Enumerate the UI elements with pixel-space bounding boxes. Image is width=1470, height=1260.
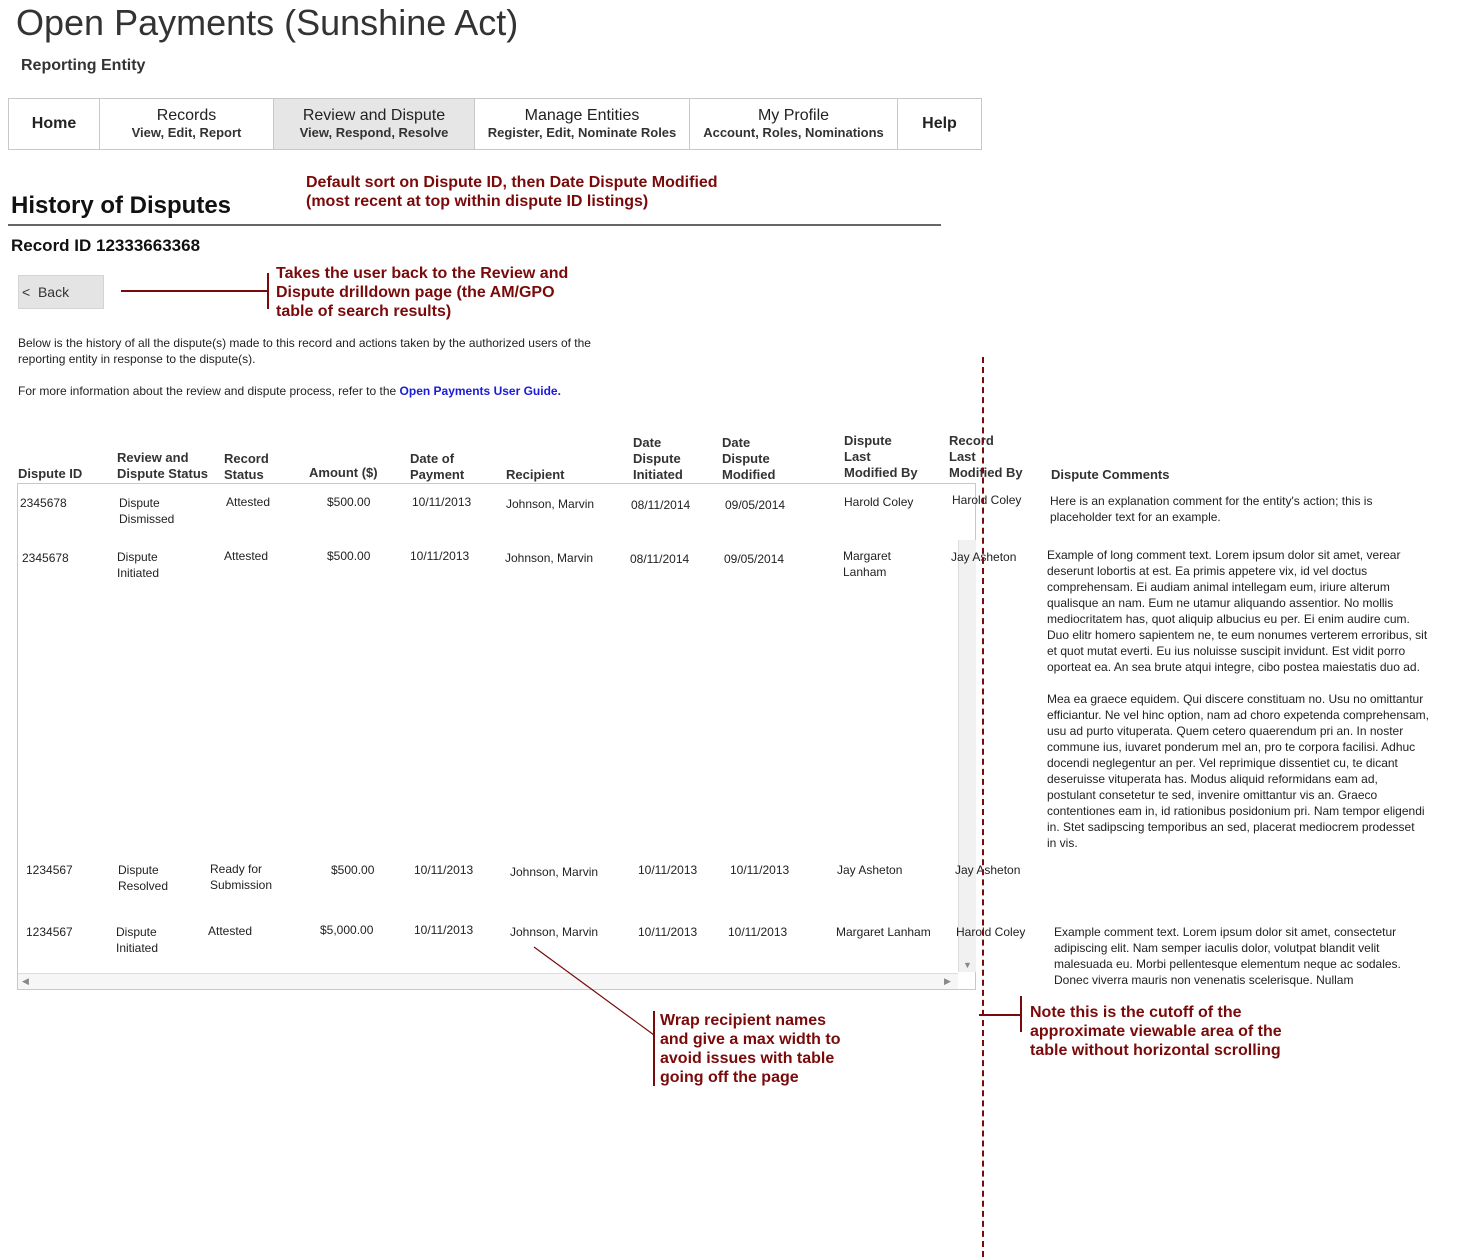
back-annotation-connector [121, 290, 268, 292]
comment-line: qualisque an nam. Eum ne utamur aliquando assentior. No mollis [1047, 596, 1394, 610]
cell-record-status: Attested [208, 924, 253, 938]
guide-text [18, 383, 718, 399]
cutoff-annotation [1030, 1003, 1282, 1060]
col-date-initiated-line-3: Initiated [633, 467, 683, 482]
col-review-status-line-2: Dispute Status [117, 466, 209, 481]
cell-record-status: Attested [224, 549, 269, 563]
nav-home-label: Home [31, 115, 77, 132]
nav-review-dispute-sub: View, Respond, Resolve [299, 125, 449, 140]
col-date-modified[interactable] [722, 435, 775, 483]
nav-manage-entities-sub: Register, Edit, Nominate Roles [487, 125, 677, 140]
back-annotation-line-3: table of search results) [276, 303, 452, 320]
cell-date-payment: 10/11/2013 [410, 549, 470, 563]
cell-amount: $500.00 [327, 495, 371, 509]
comment-line [1047, 675, 1429, 691]
comment-line: docendi neglegentur an per. Vel reprimique dissentiet cu, te dicant [1047, 756, 1398, 770]
viewable-cutoff-line [982, 357, 984, 1257]
cell-status-line-1: Dispute [117, 550, 158, 564]
col-date-payment-line-2: Payment [410, 467, 465, 482]
comment-line: contentiones eam in, id rationibus posidonium pri. Nam tempor eligendi [1047, 804, 1425, 818]
user-guide-link[interactable]: Open Payments User Guide. [399, 384, 561, 398]
cell-date-modified: 10/11/2013 [730, 863, 790, 877]
nav-manage-entities[interactable] [475, 99, 690, 149]
nav-my-profile-label: My Profile [757, 107, 830, 124]
cell-modified-by-line-2: Lanham [843, 565, 887, 579]
wrap-annotation [660, 1011, 840, 1087]
comment-line: deseruisse vituperata has. Modus aliquid reformidans eam ad, [1047, 772, 1378, 786]
col-record-status-line-1: Record [224, 451, 269, 466]
cell-status-line-1: Dispute [119, 496, 160, 510]
cell-recipient: Johnson, Marvin [510, 925, 599, 939]
cell-date-modified: 09/05/2014 [725, 498, 786, 512]
cell-status-line-2: Initiated [116, 941, 159, 955]
col-rlmb-line-1: Record [949, 433, 994, 448]
guide-text-prefix: For more information about the review and dispute process, refer to the [18, 384, 400, 398]
nav-my-profile[interactable] [690, 99, 898, 149]
comment-line: deserunt lobortis at est. Ea primis appetere vix, id vel doctus [1047, 564, 1368, 578]
cell-status-line-2: Initiated [117, 566, 160, 580]
cell-amount: $500.00 [327, 549, 371, 563]
comment-line: Here is an explanation comment for the entity's action; this is [1050, 494, 1373, 508]
cutoff-annotation-line-2: approximate viewable area of the [1030, 1023, 1282, 1040]
col-rlmb-line-2: Last [949, 449, 976, 464]
cell-status-line-2: Dismissed [119, 512, 175, 526]
cell-dispute-modified-by: Harold Coley [844, 495, 914, 509]
comment-line: efficiantur. Ne vel hinc option, nam ad choro expetenda comprehensam, [1047, 708, 1430, 722]
col-date-initiated-line-1: Date [633, 435, 662, 450]
comment-line: comprehensam. Ei audiam animal intellegam eum, iriure alterum [1047, 580, 1390, 594]
col-rlmb-line-3: Modified By [949, 465, 1023, 480]
back-annotation-bracket [267, 273, 269, 309]
comment-line: in. Stet sadipscing temporibus an sed, placerat mediocrem prodesset [1047, 820, 1415, 834]
col-record-status-line-2: Status [224, 467, 264, 482]
wrap-annotation-connector [530, 945, 660, 1045]
cell-record-modified-by: Harold Coley [956, 925, 1026, 939]
nav-review-dispute-label: Review and Dispute [302, 107, 446, 124]
cell-status-line-1: Dispute [118, 863, 159, 877]
comment-line: Duo elitr homero sapientem ne, te eum nonumes verterem erroribus, sit [1047, 628, 1428, 642]
cell-recipient: Johnson, Marvin [505, 551, 594, 565]
nav-records[interactable] [100, 99, 274, 149]
back-button[interactable] [18, 275, 104, 309]
back-annotation [276, 264, 568, 321]
col-dispute-id[interactable]: Dispute ID [18, 466, 83, 481]
cell-status-line-2: Resolved [118, 879, 169, 893]
cell-record-modified-by: Jay Asheton [951, 550, 1017, 564]
col-dispute-last-modified-by[interactable] [844, 433, 918, 481]
history-table [17, 483, 976, 990]
cell-recipient: Johnson, Marvin [506, 497, 595, 511]
comment-line: usu ad purto vituperata. Quem cetero quaerendum pri an. In noster [1047, 724, 1404, 738]
comment-line: in vis. [1047, 836, 1078, 850]
cutoff-annotation-bracket [1020, 996, 1022, 1032]
col-review-status-line-1: Review and [117, 450, 189, 465]
intro-text: Below is the history of all the dispute(s) made to this record and actions taken by the authorized users of the reporting entity in response to the dispute(s). [18, 336, 591, 366]
scroll-right-icon[interactable]: ▶ [944, 976, 951, 986]
vertical-scrollbar[interactable] [958, 540, 976, 972]
cell-dispute-modified-by: Jay Asheton [837, 863, 903, 877]
page-title: History of Disputes [11, 192, 232, 219]
scroll-down-icon[interactable]: ▼ [963, 960, 972, 970]
cell-date-initiated: 10/11/2013 [638, 925, 698, 939]
cell-modified-by-line-1: Margaret [843, 549, 892, 563]
col-date-modified-line-2: Dispute [722, 451, 770, 466]
cell-dispute-id: 1234567 [26, 863, 73, 877]
col-amount[interactable]: Amount ($) [309, 465, 378, 480]
col-date-modified-line-1: Date [722, 435, 751, 450]
wrap-annotation-line-1: Wrap recipient names [660, 1012, 826, 1029]
cell-comment [1047, 547, 1429, 851]
title-divider [8, 224, 941, 226]
app-subtitle: Reporting Entity [21, 57, 146, 74]
cell-amount: $500.00 [331, 863, 375, 877]
wrap-annotation-line-3: avoid issues with table [660, 1050, 835, 1067]
cell-dispute-status [118, 862, 168, 894]
record-id: Record ID 12333663368 [11, 236, 201, 255]
cutoff-annotation-line-1: Note this is the cutoff of the [1030, 1004, 1242, 1021]
nav-manage-entities-label: Manage Entities [524, 107, 640, 124]
col-dispute-comments[interactable]: Dispute Comments [1051, 467, 1170, 482]
cell-dispute-status [119, 495, 174, 527]
app-title: Open Payments (Sunshine Act) [16, 2, 519, 43]
comment-line: Mea ea graece equidem. Qui discere constituam no. Usu no omittantur [1047, 692, 1424, 706]
sort-annotation-line-1: Default sort on Dispute ID, then Date Dispute Modified [306, 174, 718, 191]
back-annotation-line-1: Takes the user back to the Review and [276, 265, 569, 282]
cell-amount: $5,000.00 [320, 923, 374, 937]
nav-help-label: Help [922, 115, 957, 132]
sort-annotation-line-2: (most recent at top within dispute ID listings) [306, 193, 649, 210]
cell-comment [1054, 924, 1401, 988]
comment-line: commune ius, iuvaret ponderum mel an, pro te corpora facilisi. Adhuc [1047, 740, 1416, 754]
cell-record-status-line-2: Submission [210, 878, 273, 892]
comment-line: Donec viverra mauris non venenatis scelerisque. Nullam [1054, 973, 1354, 987]
cell-dispute-modified-by: Margaret Lanham [836, 925, 931, 939]
nav-home[interactable] [9, 99, 100, 149]
cell-date-payment: 10/11/2013 [414, 923, 474, 937]
cell-dispute-id: 2345678 [22, 551, 69, 565]
cell-record-modified-by: Jay Asheton [955, 863, 1021, 877]
cutoff-annotation-connector [979, 1014, 1021, 1016]
cutoff-annotation-line-3: table without horizontal scrolling [1030, 1042, 1281, 1059]
col-recipient[interactable]: Recipient [506, 467, 565, 482]
nav-records-sub: View, Edit, Report [131, 125, 242, 140]
wrap-annotation-bracket [653, 1011, 655, 1086]
col-dlmb-line-1: Dispute [844, 433, 892, 448]
comment-line: Example comment text. Lorem ipsum dolor sit amet, consectetur [1054, 925, 1397, 939]
comment-line: placeholder text for an example. [1050, 510, 1221, 524]
cell-dispute-modified-by [843, 548, 891, 580]
col-dlmb-line-2: Last [844, 449, 871, 464]
comment-line: adipiscing elit. Nam semper iaculis dolor, volutpat blandit velit [1054, 941, 1380, 955]
cell-recipient: Johnson, Marvin [510, 865, 599, 879]
wrap-annotation-line-2: and give a max width to [660, 1031, 841, 1048]
col-record-status[interactable] [224, 451, 269, 483]
comment-line: postulant consetetur te sed, invenire omittantur vis an. Graeco [1047, 788, 1378, 802]
comment-line: oporteat ea. An sea brute atqui integre, cibo postea maiestatis duo ad. [1047, 660, 1420, 674]
cell-date-initiated: 08/11/2014 [630, 552, 690, 566]
col-date-initiated-line-2: Dispute [633, 451, 681, 466]
cell-date-modified: 10/11/2013 [728, 925, 788, 939]
sort-annotation [306, 173, 718, 211]
col-date-initiated[interactable] [633, 435, 683, 483]
col-date-payment[interactable] [410, 451, 464, 483]
cell-dispute-status [117, 549, 159, 581]
cell-date-payment: 10/11/2013 [414, 863, 474, 877]
cell-dispute-id: 2345678 [20, 496, 67, 510]
col-record-last-modified-by[interactable] [949, 433, 1023, 481]
cell-date-payment: 10/11/2013 [412, 495, 472, 509]
cell-record-status: Attested [226, 495, 271, 509]
comment-line: Example of long comment text. Lorem ipsum dolor sit amet, verear [1047, 548, 1401, 562]
comment-line: malesuada eu. Morbi pellentesque elementum neque ac sodales. [1054, 957, 1401, 971]
horizontal-scrollbar[interactable] [18, 973, 958, 989]
cell-dispute-id: 1234567 [26, 925, 73, 939]
cell-dispute-status [116, 924, 158, 956]
col-review-status[interactable] [117, 450, 208, 482]
nav-help[interactable] [898, 99, 981, 149]
cell-record-status-line-1: Ready for [210, 862, 263, 876]
nav-my-profile-sub: Account, Roles, Nominations [703, 125, 884, 140]
nav-records-label: Records [156, 107, 217, 124]
back-annotation-line-2: Dispute drilldown page (the AM/GPO [276, 284, 555, 301]
main-nav [8, 98, 982, 150]
col-date-modified-line-3: Modified [722, 467, 776, 482]
nav-review-dispute[interactable] [274, 99, 475, 149]
comment-line: et quot mutat everti. Eu ius noluisse suscipit invidunt. Est vidit porro [1047, 644, 1406, 658]
col-date-payment-line-1: Date of [410, 451, 455, 466]
cell-comment [1050, 493, 1372, 525]
cell-date-modified: 09/05/2014 [724, 552, 785, 566]
col-dlmb-line-3: Modified By [844, 465, 918, 480]
cell-date-initiated: 10/11/2013 [638, 863, 698, 877]
cell-date-initiated: 08/11/2014 [631, 498, 691, 512]
cell-record-modified-by: Harold Coley [952, 493, 1022, 507]
cell-status-line-1: Dispute [116, 925, 157, 939]
scroll-left-icon[interactable]: ◀ [22, 976, 29, 986]
wrap-annotation-line-4: going off the page [660, 1069, 799, 1086]
comment-line: mediocritatem has, quot aliquip albucius eu per. Ei enim audire cum. [1047, 612, 1410, 626]
cell-record-status [210, 861, 272, 893]
back-button-label: < Back [22, 284, 70, 300]
